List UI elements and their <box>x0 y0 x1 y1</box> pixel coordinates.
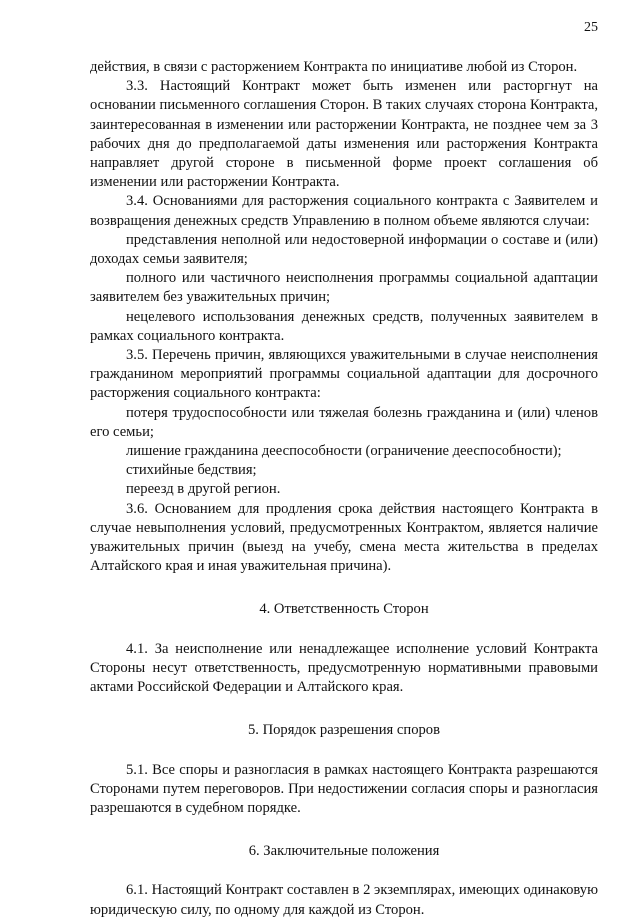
spacer <box>90 576 598 600</box>
page-number: 25 <box>584 20 598 35</box>
spacer <box>90 861 598 881</box>
paragraph-6-1: 6.1. Настоящий Контракт составлен в 2 экземплярах, имеющих одинаковую юридическую силу, по одному для каждой из Сторон. <box>90 882 598 918</box>
paragraph-3-5-item-2: лишение гражданина дееспособности (ограничение дееспособности); <box>126 443 562 460</box>
document-body <box>90 58 598 920</box>
paragraph-3-5-item-4: переезд в другой регион. <box>126 481 281 498</box>
paragraph-3-5: 3.5. Перечень причин, являющихся уважительными в случае неисполнения гражданином мероприятий программы социальной адаптации для досрочного расторжения социального контракта: <box>90 347 598 402</box>
paragraph-3-4-item-2: полного или частичного неисполнения программы социальной адаптации заявителем без уважительных причин; <box>90 270 598 306</box>
spacer <box>90 818 598 842</box>
paragraph-3-4: 3.4. Основаниями для расторжения социального контракта с Заявителем и возвращения денежных средств Управлению в полном объеме являются случаи: <box>90 193 598 229</box>
paragraph-3-5-item-1: потеря трудоспособности или тяжелая болезнь гражданина и (или) членов его семьи; <box>90 404 598 440</box>
paragraph-5-1: 5.1. Все споры и разногласия в рамках настоящего Контракта разрешаются Сторонами путем переговоров. При недостижении согласия споры и разногласия разрешаются в судебном порядке. <box>90 761 598 816</box>
section-heading-4: 4. Ответственность Сторон <box>259 601 429 618</box>
paragraph-3-3: 3.3. Настоящий Контракт может быть изменен или расторгнут на основании письменного соглашения Сторон. В таких случаях сторона Контракта, заинтересованная в изменении или расторжении Контракта, не позднее чем за 3 рабочих дня до предполагаемой даты изменения или расторжения Контракта направляет другой стороне в письменной форме проект соглашения об изменении или расторжении Контракта. <box>90 78 598 191</box>
paragraph-3-5-item-3: стихийные бедствия; <box>126 462 257 479</box>
paragraph-3-6: 3.6. Основанием для продления срока действия настоящего Контракта в случае невыполнения условий, предусмотренных Контрактом, является наличие уважительных причин (выезд на учебу, смена места жительства в пределах Алтайского края и иная уважительная причина). <box>90 500 598 575</box>
spacer <box>90 620 598 640</box>
paragraph-3-4-item-3: нецелевого использования денежных средств, полученных заявителем в рамках социального контракта. <box>90 308 598 344</box>
spacer <box>90 741 598 761</box>
paragraph-3-4-item-1: представления неполной или недостоверной информации о составе и (или) доходах семьи заявителя; <box>90 231 598 268</box>
spacer <box>90 697 598 721</box>
paragraph-4-1: 4.1. За неисполнение или ненадлежащее исполнение условий Контракта Стороны несут ответственность, предусмотренную нормативными правовыми актами Российской Федерации и Алтайского края. <box>90 640 598 696</box>
section-heading-5: 5. Порядок разрешения споров <box>248 722 440 739</box>
section-heading-6: 6. Заключительные положения <box>248 843 440 860</box>
paragraph-continuation: действия, в связи с расторжением Контракта по инициативе любой из Сторон. <box>90 59 578 75</box>
